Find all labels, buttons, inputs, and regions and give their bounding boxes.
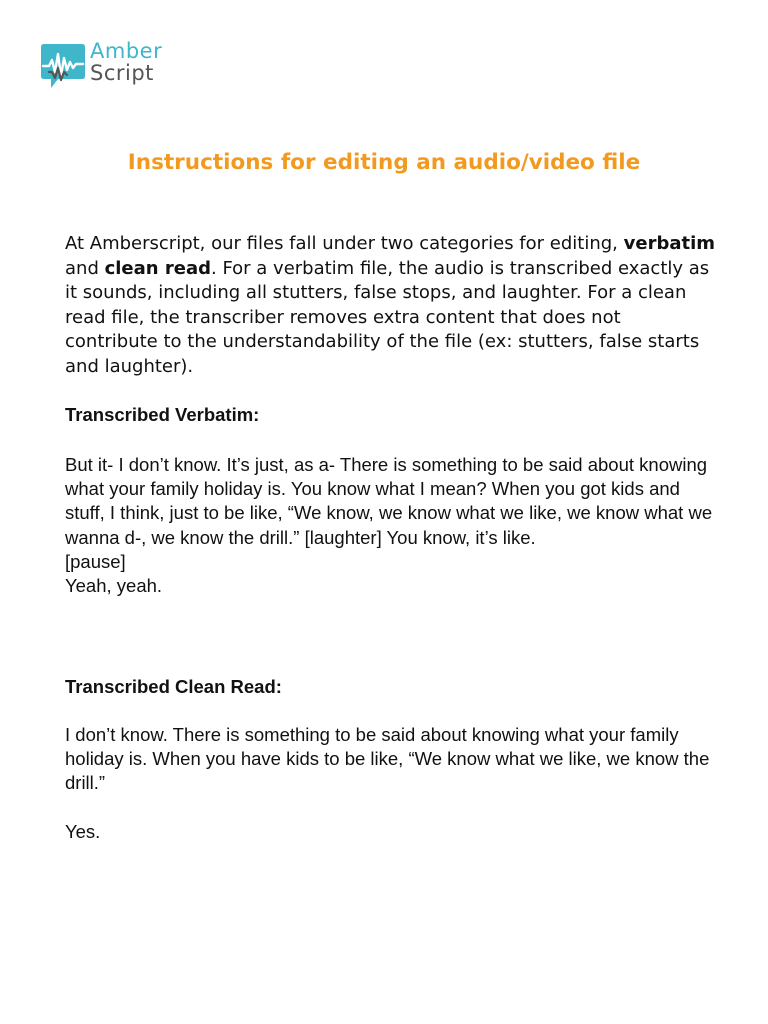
logo-word-amber: Amber <box>90 39 163 63</box>
clean-read-heading: Transcribed Clean Read: <box>65 676 282 697</box>
intro-bold-clean-read: clean read <box>104 257 211 279</box>
intro-text-start: At Amberscript, our files fall under two categories for editing, <box>65 233 618 254</box>
verbatim-end: Yeah, yeah. <box>65 575 163 597</box>
intro-text-and: and <box>65 257 105 279</box>
clean-read-text: I don’t know. There is something to be said about knowing what your family holiday is. When you have kids to be like, “We know what we like, we know the drill.” <box>65 724 710 794</box>
chat-waveform-icon <box>40 42 86 92</box>
clean-read-end-block <box>65 820 715 844</box>
intro-text-end: . For a verbatim file, the audio is transcribed exactly as it sounds, including all stutters, false stops, and laughter. For a clean read file, the transcriber removes extra content that does not contribute to the understandability of the file (ex: stutters, false starts and laughter). <box>65 257 710 377</box>
verbatim-pause: [pause] <box>65 550 126 572</box>
intro-bold-verbatim: verbatim <box>623 233 716 254</box>
verbatim-text: But it- I don’t know. It’s just, as a- There is something to be said about knowing what your family holiday is. You know what I mean? When you got kids and stuff, I think, just to be like, “We know, we know what we like, we know what we wanna d-, we know the drill.” [laughter] You know, it’s like. <box>65 454 713 548</box>
logo-wordmark <box>90 40 162 84</box>
intro-paragraph <box>65 232 715 379</box>
document-title: Instructions for editing an audio/video file <box>127 150 641 175</box>
clean-read-transcript <box>65 723 715 796</box>
verbatim-transcript <box>65 453 715 598</box>
logo-word-script: Script <box>90 61 154 85</box>
verbatim-heading: Transcribed Verbatim: <box>65 404 260 425</box>
amberscript-logo <box>40 40 180 96</box>
clean-read-end: Yes. <box>65 821 101 842</box>
